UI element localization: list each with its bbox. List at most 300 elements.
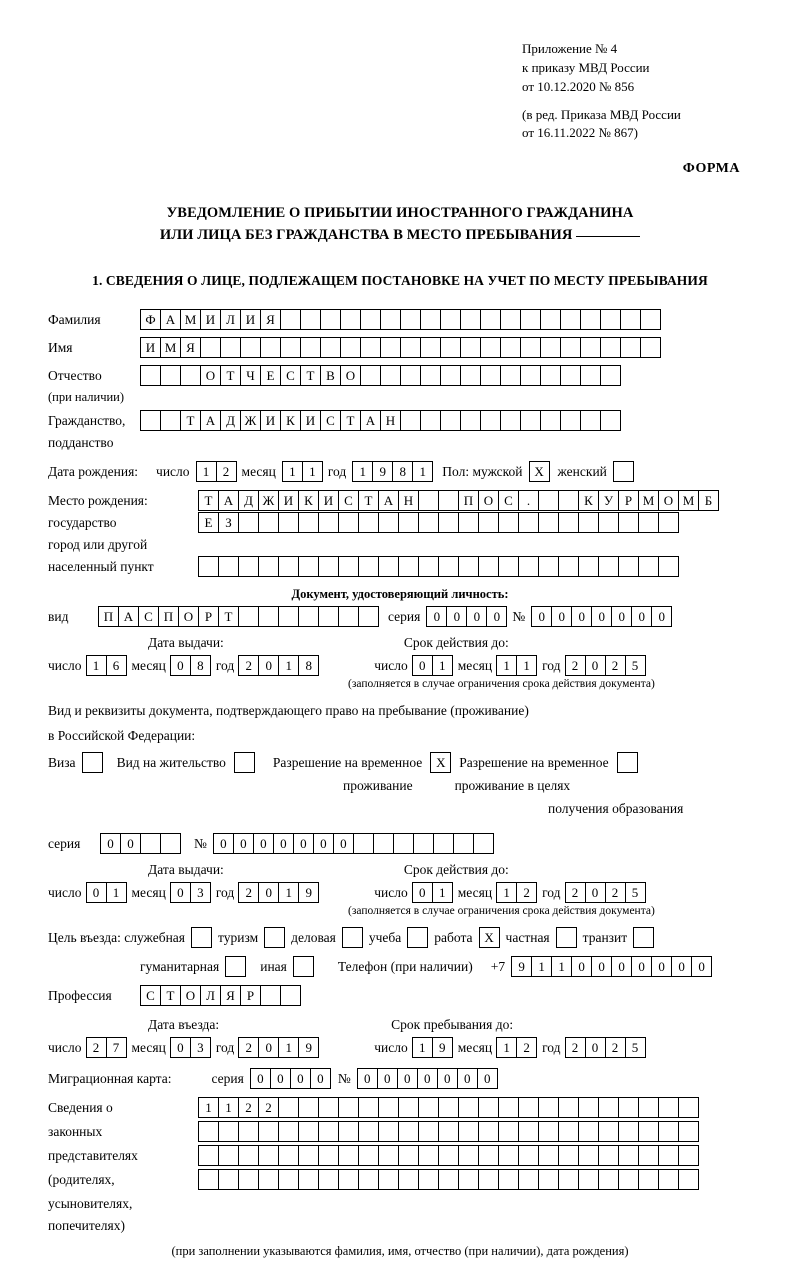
form-cell[interactable]: 8 [298,655,319,676]
form-cell[interactable] [498,1169,519,1190]
purpose-private-checkbox[interactable] [556,927,577,948]
form-cell[interactable] [398,1121,419,1142]
form-cell[interactable]: 2 [605,1037,626,1058]
form-cell[interactable]: 1 [198,1097,219,1118]
form-cell[interactable] [618,1097,639,1118]
form-cell[interactable] [440,309,461,330]
form-cell[interactable] [300,337,321,358]
form-cell[interactable] [598,512,619,533]
form-cell[interactable] [338,1169,359,1190]
form-cell[interactable] [580,365,601,386]
form-cell[interactable] [540,365,561,386]
form-cell[interactable]: 1 [551,956,572,977]
entry-day-cells[interactable] [86,1037,126,1058]
form-cell[interactable]: 0 [412,882,433,903]
form-cell[interactable] [298,1121,319,1142]
form-cell[interactable]: 0 [631,606,652,627]
form-cell[interactable] [378,1121,399,1142]
form-cell[interactable]: 1 [218,1097,239,1118]
form-cell[interactable]: 1 [412,461,433,482]
form-cell[interactable] [453,833,474,854]
form-cell[interactable]: 1 [496,655,517,676]
form-cell[interactable]: О [200,365,221,386]
permit-number-cells[interactable] [213,833,493,854]
form-cell[interactable]: А [218,490,239,511]
form-cell[interactable] [498,556,519,577]
form-cell[interactable]: П [458,490,479,511]
form-cell[interactable]: 8 [190,655,211,676]
form-cell[interactable]: К [578,490,599,511]
form-cell[interactable] [438,490,459,511]
form-cell[interactable]: 2 [238,1097,259,1118]
form-cell[interactable] [418,1169,439,1190]
form-cell[interactable]: 1 [196,461,217,482]
form-cell[interactable] [600,365,621,386]
form-cell[interactable] [620,309,641,330]
form-cell[interactable]: 0 [233,833,254,854]
form-cell[interactable] [520,365,541,386]
form-cell[interactable]: 2 [238,1037,259,1058]
form-cell[interactable] [578,1169,599,1190]
form-cell[interactable]: 0 [120,833,141,854]
stay-month-cells[interactable] [496,1037,536,1058]
form-cell[interactable]: 3 [190,882,211,903]
form-cell[interactable]: 0 [585,1037,606,1058]
form-cell[interactable]: 1 [282,461,303,482]
form-cell[interactable]: Т [300,365,321,386]
form-cell[interactable]: 0 [671,956,692,977]
form-cell[interactable] [360,309,381,330]
form-cell[interactable]: С [138,606,159,627]
form-cell[interactable] [658,1121,679,1142]
form-cell[interactable] [500,337,521,358]
form-cell[interactable]: Н [398,490,419,511]
permit-valid-month-cells[interactable] [496,882,536,903]
form-cell[interactable] [558,1169,579,1190]
sex-male-checkbox[interactable]: Х [529,461,550,482]
form-cell[interactable]: 0 [357,1068,378,1089]
form-cell[interactable] [393,833,414,854]
form-cell[interactable] [398,512,419,533]
temp-residence-checkbox[interactable]: Х [430,752,451,773]
form-cell[interactable] [578,1121,599,1142]
form-cell[interactable]: П [98,606,119,627]
form-cell[interactable] [600,309,621,330]
form-cell[interactable]: 0 [457,1068,478,1089]
form-cell[interactable] [578,556,599,577]
form-cell[interactable]: О [180,985,201,1006]
profession-cells[interactable] [140,985,300,1006]
form-cell[interactable] [678,1169,699,1190]
phone-cells[interactable] [511,956,711,977]
form-cell[interactable] [440,410,461,431]
form-cell[interactable] [238,512,259,533]
form-cell[interactable]: 9 [511,956,532,977]
form-cell[interactable] [378,1097,399,1118]
form-cell[interactable] [340,309,361,330]
form-cell[interactable]: 0 [651,956,672,977]
form-cell[interactable] [280,985,301,1006]
form-cell[interactable]: 0 [651,606,672,627]
form-cell[interactable] [358,1097,379,1118]
migration-series-cells[interactable] [250,1068,330,1089]
stay-day-cells[interactable] [412,1037,452,1058]
form-cell[interactable] [558,512,579,533]
form-cell[interactable]: Т [358,490,379,511]
form-cell[interactable]: 6 [106,655,127,676]
permit-valid-year-cells[interactable] [565,882,645,903]
form-cell[interactable] [260,337,281,358]
form-cell[interactable] [560,410,581,431]
form-cell[interactable]: Ф [140,309,161,330]
name-cells[interactable] [140,337,660,358]
form-cell[interactable]: 1 [516,655,537,676]
form-cell[interactable]: 0 [466,606,487,627]
form-cell[interactable]: 1 [496,882,517,903]
form-cell[interactable]: Р [618,490,639,511]
idoc-number-cells[interactable] [531,606,671,627]
form-cell[interactable]: И [140,337,161,358]
form-cell[interactable]: 2 [516,882,537,903]
form-cell[interactable]: 5 [625,655,646,676]
form-cell[interactable]: 2 [86,1037,107,1058]
form-cell[interactable] [520,309,541,330]
form-cell[interactable] [598,1121,619,1142]
form-cell[interactable] [318,1097,339,1118]
form-cell[interactable]: 1 [86,655,107,676]
form-cell[interactable] [278,1169,299,1190]
form-cell[interactable] [540,309,561,330]
form-cell[interactable]: С [280,365,301,386]
form-cell[interactable] [413,833,434,854]
form-cell[interactable] [298,1097,319,1118]
form-cell[interactable]: 0 [170,882,191,903]
form-cell[interactable] [418,512,439,533]
form-cell[interactable]: 0 [170,655,191,676]
form-cell[interactable] [198,1169,219,1190]
form-cell[interactable]: 1 [496,1037,517,1058]
form-cell[interactable]: 5 [625,882,646,903]
form-cell[interactable] [433,833,454,854]
form-cell[interactable]: Ж [240,410,261,431]
form-cell[interactable]: 0 [631,956,652,977]
form-cell[interactable] [638,556,659,577]
form-cell[interactable]: 1 [278,1037,299,1058]
form-cell[interactable] [458,512,479,533]
form-cell[interactable]: У [598,490,619,511]
form-cell[interactable] [640,309,661,330]
form-cell[interactable] [460,337,481,358]
form-cell[interactable]: 0 [571,956,592,977]
birth-year-cells[interactable] [352,461,432,482]
form-cell[interactable] [498,1121,519,1142]
form-cell[interactable] [480,365,501,386]
form-cell[interactable]: З [218,512,239,533]
form-cell[interactable] [360,365,381,386]
purpose-work-checkbox[interactable]: Х [479,927,500,948]
form-cell[interactable] [458,1121,479,1142]
form-cell[interactable]: О [178,606,199,627]
form-cell[interactable] [458,556,479,577]
form-cell[interactable] [480,410,501,431]
form-cell[interactable]: 0 [571,606,592,627]
form-cell[interactable] [278,606,299,627]
form-cell[interactable]: И [240,309,261,330]
form-cell[interactable] [338,1097,359,1118]
form-cell[interactable] [520,337,541,358]
form-cell[interactable]: 1 [432,882,453,903]
form-cell[interactable]: 0 [258,655,279,676]
form-cell[interactable] [418,490,439,511]
form-cell[interactable] [280,337,301,358]
form-cell[interactable]: М [160,337,181,358]
form-cell[interactable]: 1 [278,655,299,676]
form-cell[interactable] [160,410,181,431]
entry-year-cells[interactable] [238,1037,318,1058]
form-cell[interactable]: Л [220,309,241,330]
form-cell[interactable] [478,1121,499,1142]
form-cell[interactable] [420,309,441,330]
form-cell[interactable] [638,1097,659,1118]
form-cell[interactable] [260,985,281,1006]
form-cell[interactable] [280,309,301,330]
form-cell[interactable] [318,1169,339,1190]
form-cell[interactable]: 0 [397,1068,418,1089]
form-cell[interactable] [258,606,279,627]
entry-month-cells[interactable] [170,1037,210,1058]
form-cell[interactable]: Н [380,410,401,431]
form-cell[interactable] [278,1121,299,1142]
form-cell[interactable]: Ж [258,490,279,511]
form-cell[interactable] [320,309,341,330]
form-cell[interactable] [378,556,399,577]
form-cell[interactable]: 0 [585,882,606,903]
form-cell[interactable]: Р [198,606,219,627]
form-cell[interactable]: Я [180,337,201,358]
form-cell[interactable] [538,512,559,533]
form-cell[interactable]: 0 [551,606,572,627]
residence-checkbox[interactable] [234,752,255,773]
form-cell[interactable]: И [318,490,339,511]
form-cell[interactable] [558,556,579,577]
form-cell[interactable] [558,490,579,511]
form-cell[interactable]: 1 [106,882,127,903]
form-cell[interactable] [578,1097,599,1118]
form-cell[interactable] [320,337,341,358]
form-cell[interactable] [238,1169,259,1190]
idoc-issue-year-cells[interactable] [238,655,318,676]
form-cell[interactable] [198,556,219,577]
form-cell[interactable] [318,512,339,533]
form-cell[interactable] [480,309,501,330]
purpose-transit-checkbox[interactable] [633,927,654,948]
form-cell[interactable]: 1 [278,882,299,903]
form-cell[interactable] [638,1121,659,1142]
form-cell[interactable] [600,337,621,358]
migration-number-cells[interactable] [357,1068,497,1089]
form-cell[interactable]: 0 [313,833,334,854]
form-cell[interactable] [358,512,379,533]
form-cell[interactable]: К [298,490,319,511]
form-cell[interactable] [278,556,299,577]
form-cell[interactable]: 0 [611,956,632,977]
form-cell[interactable]: 1 [352,461,373,482]
form-cell[interactable]: К [280,410,301,431]
form-cell[interactable]: О [658,490,679,511]
purpose-tourism-checkbox[interactable] [264,927,285,948]
form-cell[interactable]: С [320,410,341,431]
form-cell[interactable] [438,1169,459,1190]
form-cell[interactable] [658,556,679,577]
form-cell[interactable]: Л [200,985,221,1006]
form-cell[interactable] [398,1169,419,1190]
form-cell[interactable]: И [278,490,299,511]
form-cell[interactable]: 0 [253,833,274,854]
surname-cells[interactable] [140,309,660,330]
form-cell[interactable] [378,512,399,533]
form-cell[interactable]: 2 [516,1037,537,1058]
form-cell[interactable] [418,1121,439,1142]
form-cell[interactable]: Т [340,410,361,431]
form-cell[interactable] [440,365,461,386]
reps-cells-1[interactable] [198,1097,698,1118]
form-cell[interactable] [278,1097,299,1118]
form-cell[interactable]: Д [238,490,259,511]
form-cell[interactable]: 0 [412,655,433,676]
form-cell[interactable] [200,337,221,358]
form-cell[interactable] [218,1121,239,1142]
permit-issue-day-cells[interactable] [86,882,126,903]
form-cell[interactable]: 2 [258,1097,279,1118]
form-cell[interactable]: 2 [605,882,626,903]
form-cell[interactable] [238,1121,259,1142]
form-cell[interactable]: Т [220,365,241,386]
form-cell[interactable] [380,337,401,358]
form-cell[interactable]: 0 [170,1037,191,1058]
form-cell[interactable]: 0 [531,606,552,627]
form-cell[interactable] [338,556,359,577]
form-cell[interactable] [438,1121,459,1142]
form-cell[interactable] [678,1121,699,1142]
form-cell[interactable] [358,556,379,577]
permit-series-cells[interactable] [100,833,180,854]
form-cell[interactable] [398,556,419,577]
form-cell[interactable] [560,309,581,330]
form-cell[interactable]: 9 [298,1037,319,1058]
idoc-issue-day-cells[interactable] [86,655,126,676]
form-cell[interactable]: 0 [213,833,234,854]
form-cell[interactable] [580,337,601,358]
form-cell[interactable]: М [638,490,659,511]
form-cell[interactable] [258,556,279,577]
form-cell[interactable]: 0 [333,833,354,854]
form-cell[interactable] [498,1097,519,1118]
form-cell[interactable] [373,833,394,854]
form-cell[interactable] [638,1169,659,1190]
form-cell[interactable] [560,365,581,386]
form-cell[interactable]: 0 [417,1068,438,1089]
form-cell[interactable] [460,410,481,431]
form-cell[interactable]: О [340,365,361,386]
form-cell[interactable] [500,410,521,431]
form-cell[interactable] [400,365,421,386]
form-cell[interactable]: 0 [426,606,447,627]
reps-cells-4[interactable] [198,1169,698,1190]
form-cell[interactable] [460,365,481,386]
form-cell[interactable] [198,1121,219,1142]
form-cell[interactable] [400,410,421,431]
form-cell[interactable]: П [158,606,179,627]
form-cell[interactable]: 0 [591,606,612,627]
form-cell[interactable] [538,490,559,511]
form-cell[interactable] [658,1097,679,1118]
permit-issue-year-cells[interactable] [238,882,318,903]
form-cell[interactable]: Д [220,410,241,431]
form-cell[interactable]: 0 [270,1068,291,1089]
form-cell[interactable] [518,1169,539,1190]
patronymic-cells[interactable] [140,365,620,386]
form-cell[interactable] [298,556,319,577]
form-cell[interactable] [618,1121,639,1142]
form-cell[interactable]: 0 [611,606,632,627]
form-cell[interactable] [238,556,259,577]
form-cell[interactable] [520,410,541,431]
form-cell[interactable]: 0 [585,655,606,676]
citizenship-cells[interactable] [140,410,620,431]
idoc-series-cells[interactable] [426,606,506,627]
form-cell[interactable] [420,337,441,358]
form-cell[interactable] [338,512,359,533]
form-cell[interactable]: 2 [565,1037,586,1058]
form-cell[interactable]: Я [260,309,281,330]
form-cell[interactable] [418,1097,439,1118]
form-cell[interactable]: Е [260,365,281,386]
purpose-study-checkbox[interactable] [407,927,428,948]
form-cell[interactable] [558,1097,579,1118]
form-cell[interactable]: 0 [310,1068,331,1089]
form-cell[interactable]: И [260,410,281,431]
form-cell[interactable]: 0 [446,606,467,627]
form-cell[interactable]: М [678,490,699,511]
form-cell[interactable]: 0 [691,956,712,977]
form-cell[interactable]: 1 [302,461,323,482]
form-cell[interactable] [598,556,619,577]
form-cell[interactable] [518,1097,539,1118]
form-cell[interactable]: И [300,410,321,431]
form-cell[interactable] [380,365,401,386]
visa-checkbox[interactable] [82,752,103,773]
form-cell[interactable] [578,512,599,533]
permit-issue-month-cells[interactable] [170,882,210,903]
form-cell[interactable]: А [160,309,181,330]
form-cell[interactable] [478,1097,499,1118]
form-cell[interactable] [180,365,201,386]
form-cell[interactable] [640,337,661,358]
birth-day-cells[interactable] [196,461,236,482]
form-cell[interactable]: 0 [273,833,294,854]
form-cell[interactable]: 2 [565,882,586,903]
form-cell[interactable] [658,1169,679,1190]
form-cell[interactable] [480,337,501,358]
form-cell[interactable] [160,365,181,386]
form-cell[interactable] [458,1169,479,1190]
form-cell[interactable]: 0 [86,882,107,903]
form-cell[interactable]: 0 [258,882,279,903]
birthplace-cells-line1[interactable] [198,490,718,511]
idoc-valid-year-cells[interactable] [565,655,645,676]
form-cell[interactable] [560,337,581,358]
form-cell[interactable] [220,337,241,358]
